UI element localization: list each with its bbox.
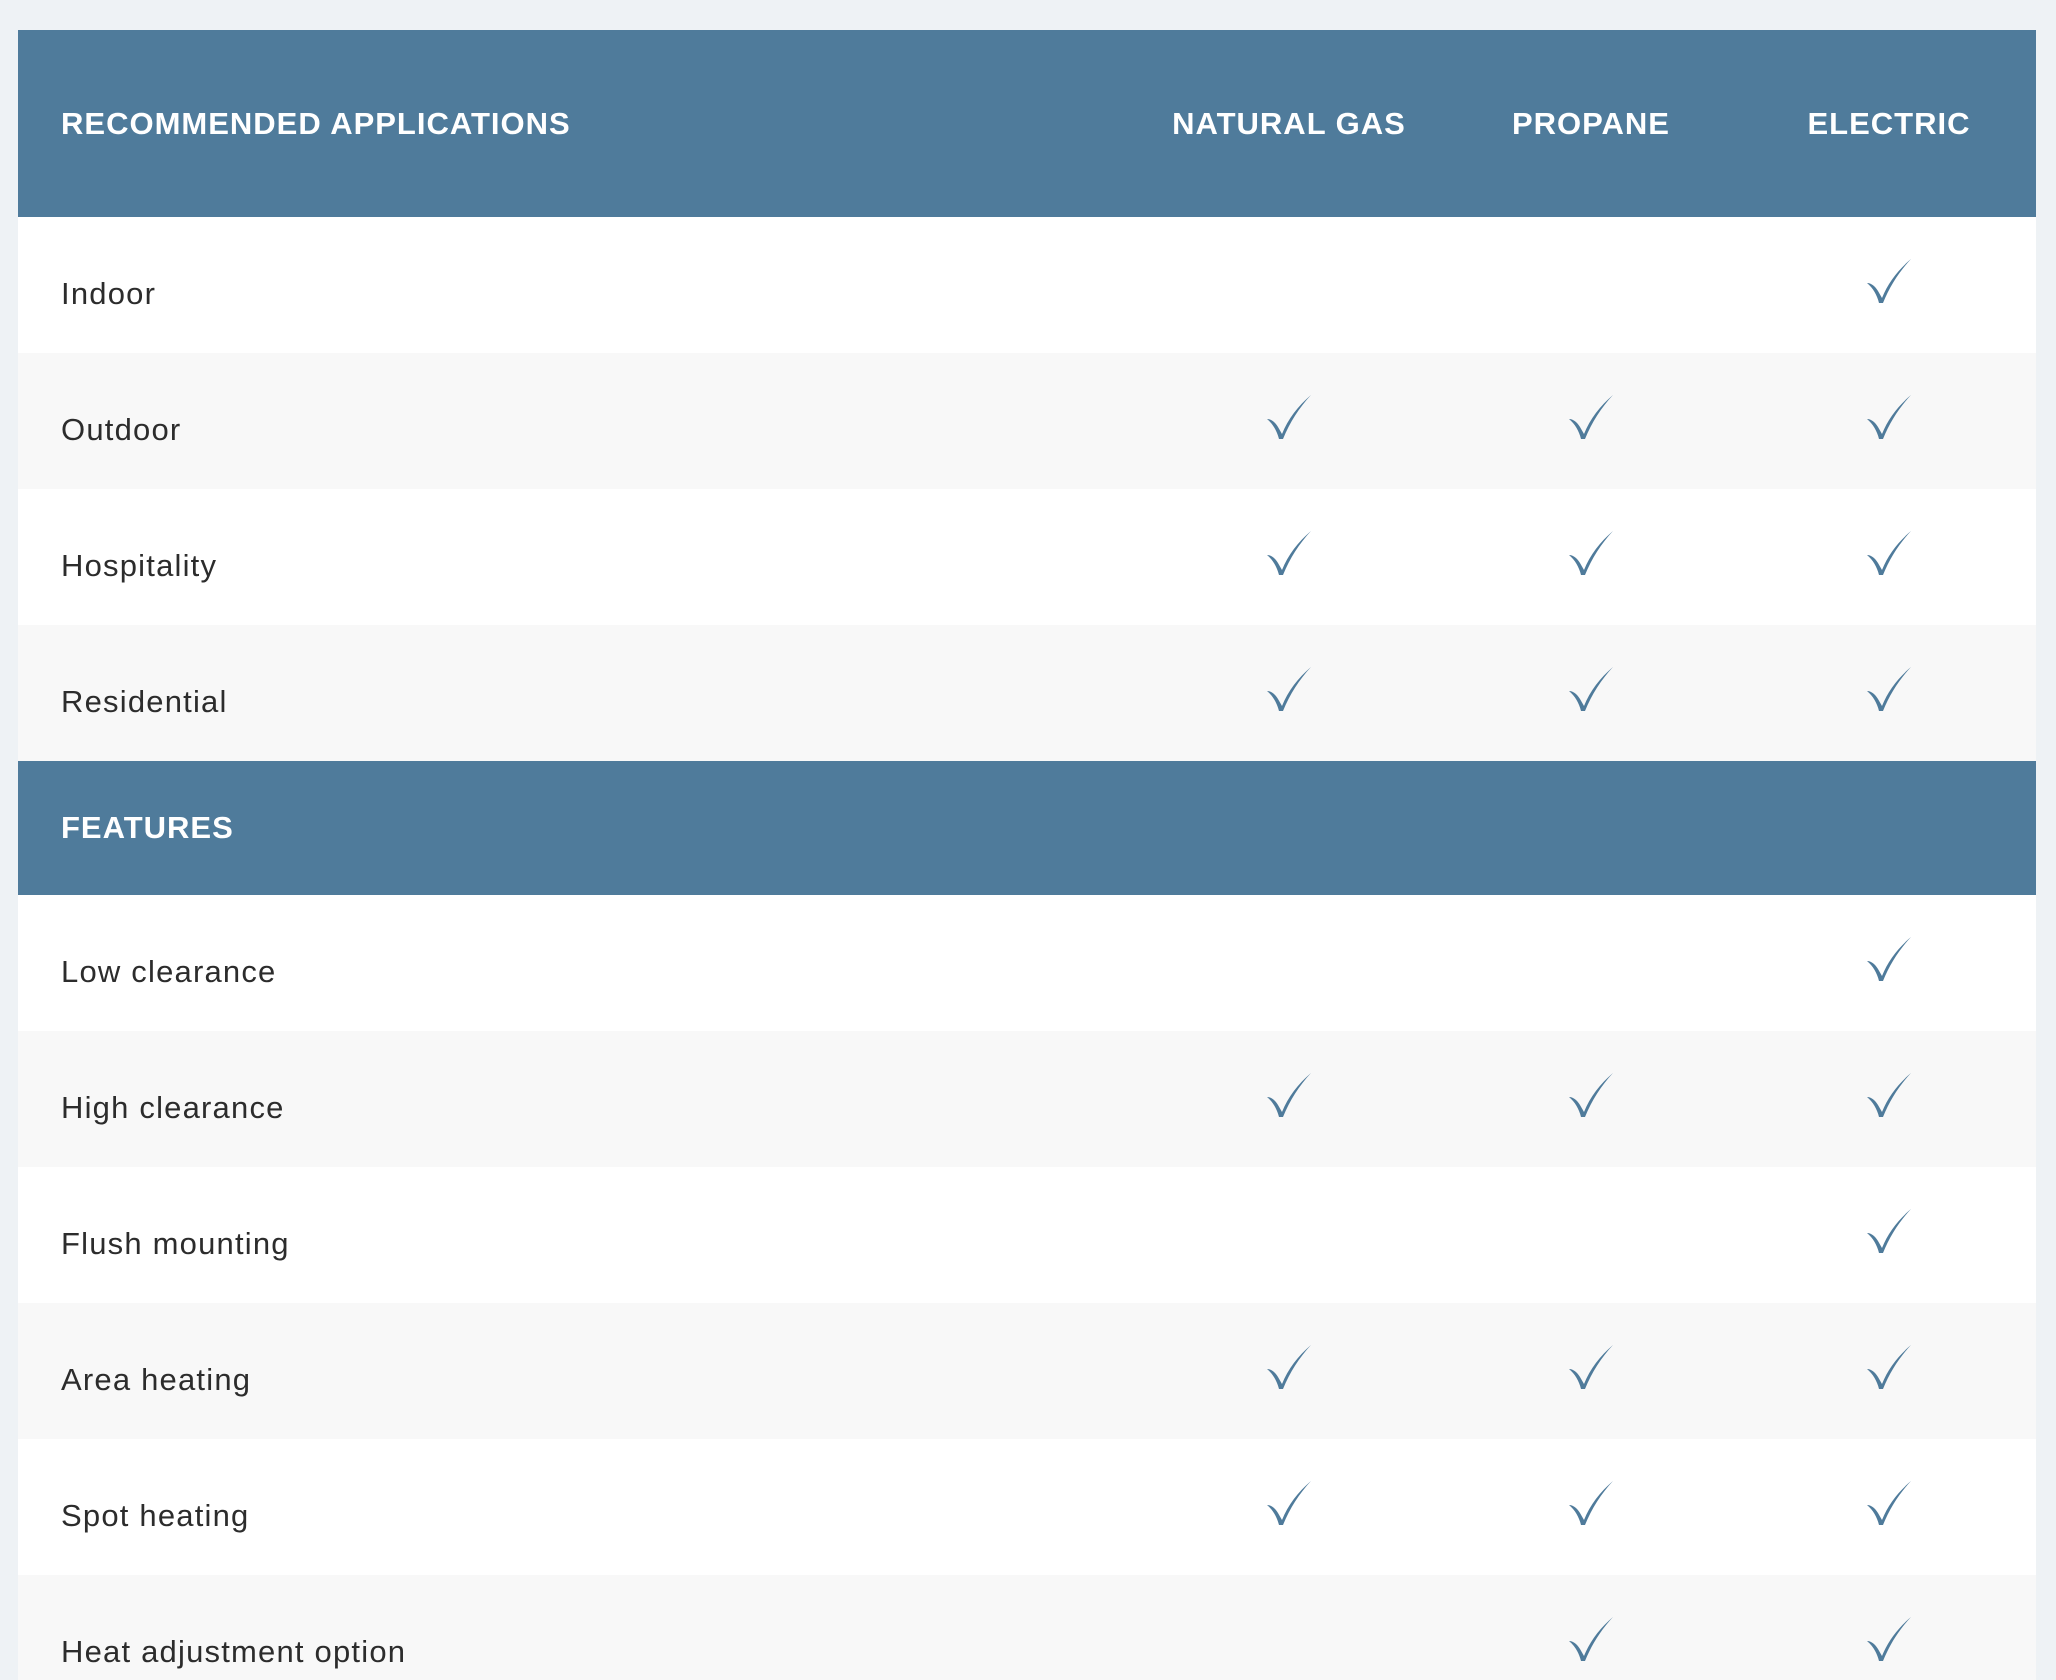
column-header-label: NATURAL GAS (1172, 106, 1406, 141)
section-title: FEATURES (61, 810, 234, 845)
cell-natural-gas (1138, 1439, 1440, 1575)
check-icon (1565, 389, 1617, 441)
cell-electric (1742, 625, 2036, 761)
section-title-cell (18, 761, 1138, 895)
cell-natural-gas (1138, 625, 1440, 761)
table-row (18, 353, 2036, 489)
table-row (18, 1031, 2036, 1167)
row-label-cell (18, 489, 1138, 625)
table-row (18, 217, 2036, 353)
check-icon (1863, 525, 1915, 577)
check-icon (1565, 1475, 1617, 1527)
row-label-cell (18, 1439, 1138, 1575)
cell-electric (1742, 895, 2036, 1031)
row-label: Flush mounting (61, 1225, 290, 1261)
cell-natural-gas (1138, 1575, 1440, 1680)
cell-electric (1742, 1303, 2036, 1439)
table-row (18, 625, 2036, 761)
cell-propane (1440, 1167, 1742, 1303)
check-icon (1863, 389, 1915, 441)
row-label: Residential (61, 683, 228, 719)
cell-electric (1742, 1439, 2036, 1575)
column-header-electric (1742, 761, 2036, 895)
table-row (18, 489, 2036, 625)
check-icon (1863, 1611, 1915, 1663)
cell-propane (1440, 217, 1742, 353)
cell-electric (1742, 1031, 2036, 1167)
cell-propane (1440, 1303, 1742, 1439)
column-header-natural-gas (1138, 30, 1440, 217)
row-label: Area heating (61, 1361, 252, 1397)
section-title-cell (18, 30, 1138, 217)
fuel-comparison-table (18, 30, 2036, 1680)
row-label-cell (18, 217, 1138, 353)
cell-propane (1440, 1439, 1742, 1575)
check-icon (1565, 1339, 1617, 1391)
cell-propane (1440, 1575, 1742, 1680)
table-row (18, 1439, 2036, 1575)
cell-electric (1742, 353, 2036, 489)
row-label: Hospitality (61, 547, 218, 583)
row-label-cell (18, 1575, 1138, 1680)
check-icon (1863, 1203, 1915, 1255)
row-label: Indoor (61, 275, 157, 311)
row-label-cell (18, 353, 1138, 489)
table-row (18, 1167, 2036, 1303)
comparison-table-body (18, 30, 2036, 1680)
check-icon (1263, 1475, 1315, 1527)
section-header-row (18, 761, 2036, 895)
cell-natural-gas (1138, 353, 1440, 489)
check-icon (1863, 931, 1915, 983)
cell-propane (1440, 353, 1742, 489)
cell-electric (1742, 489, 2036, 625)
row-label-cell (18, 1167, 1138, 1303)
check-icon (1263, 1067, 1315, 1119)
check-icon (1565, 1611, 1617, 1663)
check-icon (1263, 525, 1315, 577)
check-icon (1863, 1339, 1915, 1391)
cell-natural-gas (1138, 217, 1440, 353)
cell-electric (1742, 1575, 2036, 1680)
cell-natural-gas (1138, 1031, 1440, 1167)
check-icon (1263, 389, 1315, 441)
cell-natural-gas (1138, 489, 1440, 625)
cell-propane (1440, 1031, 1742, 1167)
check-icon (1263, 661, 1315, 713)
cell-propane (1440, 625, 1742, 761)
cell-propane (1440, 895, 1742, 1031)
column-header-natural-gas (1138, 761, 1440, 895)
column-header-label: ELECTRIC (1807, 106, 1971, 141)
cell-propane (1440, 489, 1742, 625)
table-row (18, 895, 2036, 1031)
row-label-cell (18, 625, 1138, 761)
check-icon (1565, 525, 1617, 577)
section-title: RECOMMENDED APPLICATIONS (61, 105, 571, 141)
row-label: High clearance (61, 1089, 285, 1125)
table-row (18, 1575, 2036, 1680)
comparison-table-panel (18, 30, 2036, 1680)
column-header-label: PROPANE (1511, 106, 1670, 141)
cell-natural-gas (1138, 1303, 1440, 1439)
check-icon (1863, 253, 1915, 305)
cell-electric (1742, 217, 2036, 353)
cell-natural-gas (1138, 1167, 1440, 1303)
cell-natural-gas (1138, 895, 1440, 1031)
column-header-propane (1440, 761, 1742, 895)
check-icon (1863, 661, 1915, 713)
table-row (18, 1303, 2036, 1439)
row-label: Spot heating (61, 1497, 250, 1533)
row-label: Low clearance (61, 953, 277, 989)
column-header-propane (1440, 30, 1742, 217)
row-label: Heat adjustment option (61, 1633, 407, 1669)
check-icon (1565, 661, 1617, 713)
column-header-electric (1742, 30, 2036, 217)
check-icon (1565, 1067, 1617, 1119)
cell-electric (1742, 1167, 2036, 1303)
check-icon (1863, 1475, 1915, 1527)
row-label: Outdoor (61, 411, 182, 447)
table-header-row (18, 30, 2036, 217)
check-icon (1263, 1339, 1315, 1391)
row-label-cell (18, 1303, 1138, 1439)
check-icon (1863, 1067, 1915, 1119)
row-label-cell (18, 1031, 1138, 1167)
row-label-cell (18, 895, 1138, 1031)
